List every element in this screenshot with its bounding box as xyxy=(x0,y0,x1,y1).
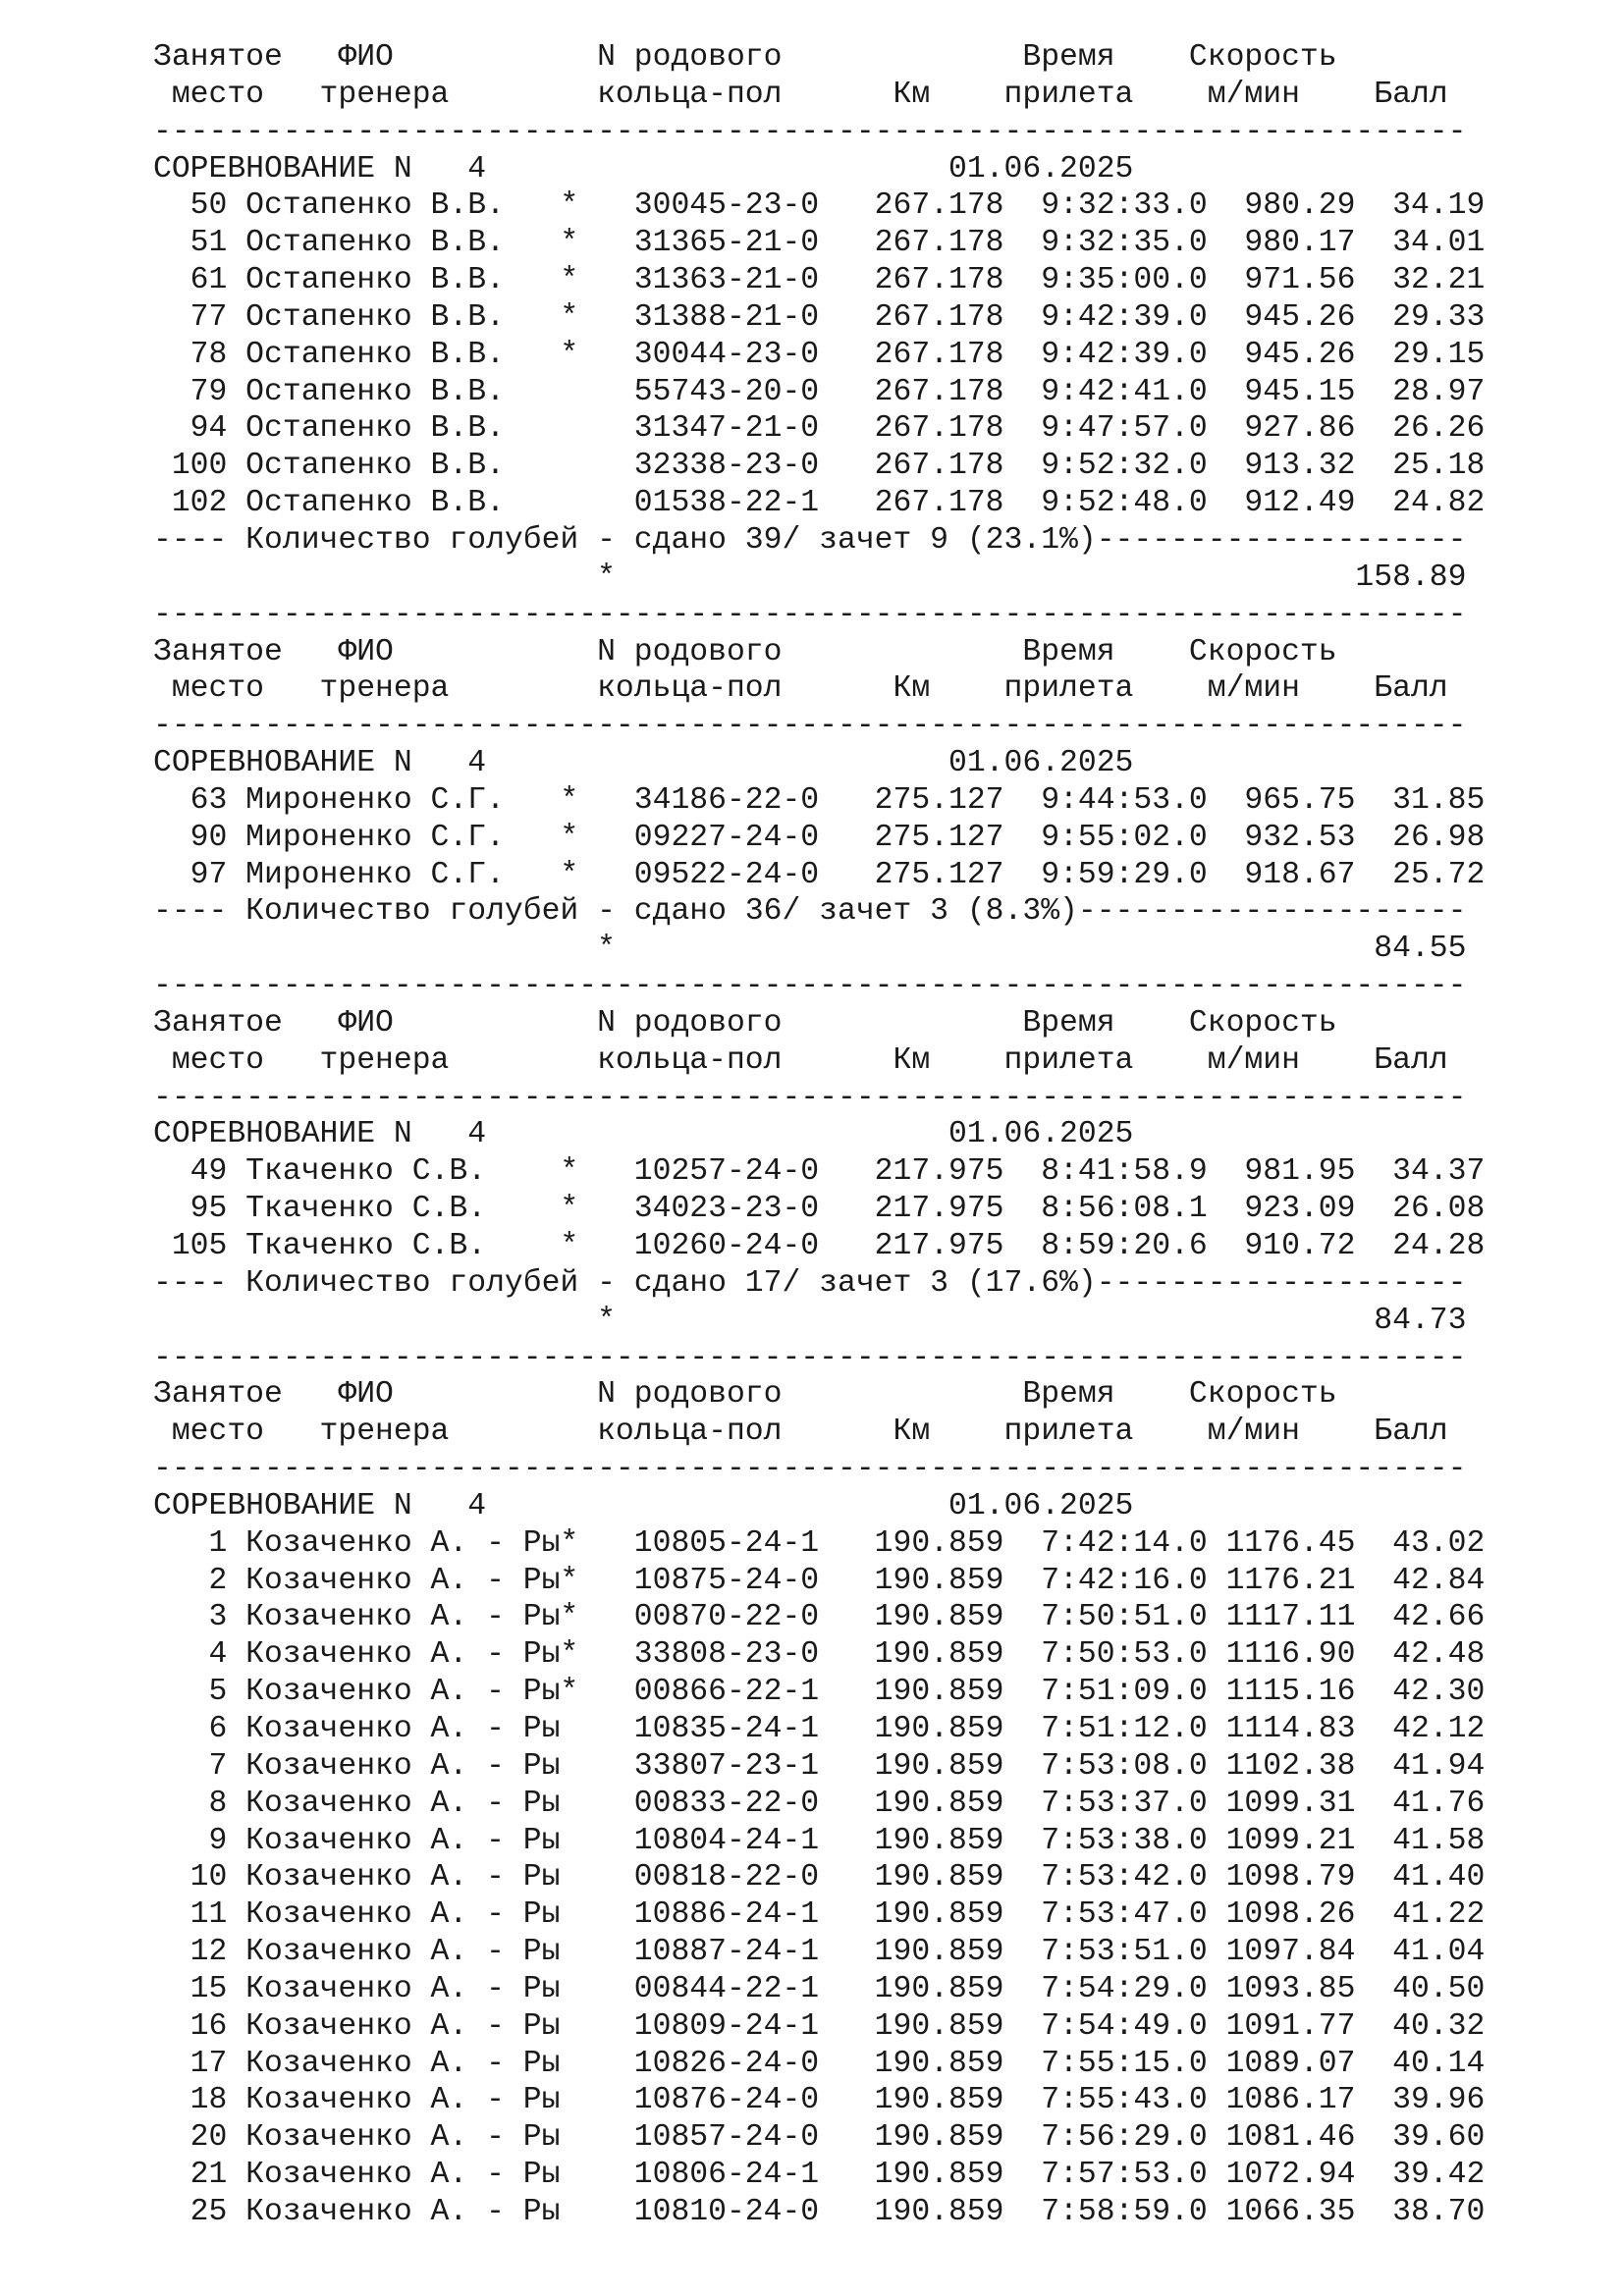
report-line: место тренера кольца-пол Км прилета м/мин Балл xyxy=(153,1042,1448,1078)
report-line: 51 Остапенко В.В. * 31365-21-0 267.178 9:32:35.0 980.17 34.01 xyxy=(153,226,1486,261)
report-line: СОРЕВНОВАНИЕ N 4 01.06.2025 xyxy=(153,1488,1134,1523)
report-line: ---- Количество голубей - сдано 39/ зачет 9 (23.1%)-------------------- xyxy=(153,522,1467,558)
report-line: 25 Козаченко А. - Ры 10810-24-0 190.859 7:58:59.0 1066.35 38.70 xyxy=(153,2194,1486,2229)
report-line: ----------------------------------------------------------------------- xyxy=(153,1340,1467,1375)
report-line: ----------------------------------------------------------------------- xyxy=(153,709,1467,744)
report-line: 4 Козаченко А. - Ры* 33808-23-0 190.859 7:50:53.0 1116.90 42.48 xyxy=(153,1637,1486,1673)
report-line: 97 Мироненко С.Г. * 09522-24-0 275.127 9:59:29.0 918.67 25.72 xyxy=(153,857,1486,892)
report-line: 5 Козаченко А. - Ры* 00866-22-1 190.859 7:51:09.0 1115.16 42.30 xyxy=(153,1675,1486,1710)
report-line: 16 Козаченко А. - Ры 10809-24-1 190.859 7:54:49.0 1091.77 40.32 xyxy=(153,2008,1486,2044)
report-line: Занятое ФИО N родового Время Скорость xyxy=(153,1377,1337,1413)
report-line: 95 Ткаченко С.В. * 34023-23-0 217.975 8:56:08.1 923.09 26.08 xyxy=(153,1192,1486,1227)
report-line: ---- Количество голубей - сдано 36/ зачет 3 (8.3%)--------------------- xyxy=(153,894,1467,930)
report-line: 11 Козаченко А. - Ры 10886-24-1 190.859 7:53:47.0 1098.26 41.22 xyxy=(153,1897,1486,1933)
report-line: 18 Козаченко А. - Ры 10876-24-0 190.859 7:55:43.0 1086.17 39.96 xyxy=(153,2083,1486,2118)
report-line: ----------------------------------------------------------------------- xyxy=(153,1080,1467,1115)
report-line: 3 Козаченко А. - Ры* 00870-22-0 190.859 7:50:51.0 1117.11 42.66 xyxy=(153,1600,1486,1635)
report-line: ----------------------------------------------------------------------- xyxy=(153,969,1467,1004)
report-line: 100 Остапенко В.В. 32338-23-0 267.178 9:52:32.0 913.32 25.18 xyxy=(153,449,1486,484)
report-line: 49 Ткаченко С.В. * 10257-24-0 217.975 8:41:58.9 981.95 34.37 xyxy=(153,1154,1486,1190)
report-line: * 84.73 xyxy=(153,1303,1467,1338)
report-line: 8 Козаченко А. - Ры 00833-22-0 190.859 7:53:37.0 1099.31 41.76 xyxy=(153,1786,1486,1821)
report-line: 78 Остапенко В.В. * 30044-23-0 267.178 9:42:39.0 945.26 29.15 xyxy=(153,337,1486,372)
report-line: 10 Козаченко А. - Ры 00818-22-0 190.859 7:53:42.0 1098.79 41.40 xyxy=(153,1860,1486,1896)
report-line: 79 Остапенко В.В. 55743-20-0 267.178 9:42:41.0 945.15 28.97 xyxy=(153,374,1486,409)
report-line: место тренера кольца-пол Км прилета м/мин Балл xyxy=(153,671,1448,707)
report-line: СОРЕВНОВАНИЕ N 4 01.06.2025 xyxy=(153,151,1134,187)
report-line: 12 Козаченко А. - Ры 10887-24-1 190.859 7:53:51.0 1097.84 41.04 xyxy=(153,1935,1486,1970)
report-line: ----------------------------------------------------------------------- xyxy=(153,597,1467,632)
report-line: место тренера кольца-пол Км прилета м/мин Балл xyxy=(153,77,1448,112)
report-line: 102 Остапенко В.В. 01538-22-1 267.178 9:52:48.0 912.49 24.82 xyxy=(153,486,1486,521)
results-report xyxy=(153,39,1485,2231)
report-line: 7 Козаченко А. - Ры 33807-23-1 190.859 7:53:08.0 1102.38 41.94 xyxy=(153,1748,1486,1784)
report-line: 17 Козаченко А. - Ры 10826-24-0 190.859 7:55:15.0 1089.07 40.14 xyxy=(153,2046,1486,2081)
report-line: 90 Мироненко С.Г. * 09227-24-0 275.127 9:55:02.0 932.53 26.98 xyxy=(153,820,1486,855)
report-line: 6 Козаченко А. - Ры 10835-24-1 190.859 7:51:12.0 1114.83 42.12 xyxy=(153,1711,1486,1746)
report-line: СОРЕВНОВАНИЕ N 4 01.06.2025 xyxy=(153,1117,1134,1152)
report-line: * 84.55 xyxy=(153,932,1467,967)
report-line: 77 Остапенко В.В. * 31388-21-0 267.178 9:42:39.0 945.26 29.33 xyxy=(153,299,1486,335)
report-line: 105 Ткаченко С.В. * 10260-24-0 217.975 8:59:20.6 910.72 24.28 xyxy=(153,1229,1486,1263)
report-line: СОРЕВНОВАНИЕ N 4 01.06.2025 xyxy=(153,746,1134,781)
report-line: ----------------------------------------------------------------------- xyxy=(153,114,1467,149)
report-line: 20 Козаченко А. - Ры 10857-24-0 190.859 7:56:29.0 1081.46 39.60 xyxy=(153,2120,1486,2156)
report-line: 50 Остапенко В.В. * 30045-23-0 267.178 9:32:33.0 980.29 34.19 xyxy=(153,188,1486,224)
report-line: 61 Остапенко В.В. * 31363-21-0 267.178 9:35:00.0 971.56 32.21 xyxy=(153,263,1486,298)
report-line: 9 Козаченко А. - Ры 10804-24-1 190.859 7:53:38.0 1099.21 41.58 xyxy=(153,1823,1486,1858)
report-line: Занятое ФИО N родового Время Скорость xyxy=(153,40,1337,75)
report-line: ----------------------------------------------------------------------- xyxy=(153,1452,1467,1487)
report-line: 1 Козаченко А. - Ры* 10805-24-1 190.859 7:42:14.0 1176.45 43.02 xyxy=(153,1525,1486,1561)
report-line: место тренера кольца-пол Км прилета м/мин Балл xyxy=(153,1415,1448,1450)
report-line: 21 Козаченко А. - Ры 10806-24-1 190.859 7:57:53.0 1072.94 39.42 xyxy=(153,2158,1486,2193)
report-line: 15 Козаченко А. - Ры 00844-22-1 190.859 7:54:29.0 1093.85 40.50 xyxy=(153,1971,1486,2006)
report-line: Занятое ФИО N родового Время Скорость xyxy=(153,1005,1337,1041)
report-line: * 158.89 xyxy=(153,560,1467,595)
report-line: 94 Остапенко В.В. 31347-21-0 267.178 9:47:57.0 927.86 26.26 xyxy=(153,411,1486,447)
report-line: 2 Козаченко А. - Ры* 10875-24-0 190.859 7:42:16.0 1176.21 42.84 xyxy=(153,1563,1486,1598)
report-line: 63 Мироненко С.Г. * 34186-22-0 275.127 9:44:53.0 965.75 31.85 xyxy=(153,782,1486,818)
report-line: ---- Количество голубей - сдано 17/ зачет 3 (17.6%)-------------------- xyxy=(153,1265,1467,1301)
report-line: Занятое ФИО N родового Время Скорость xyxy=(153,634,1337,669)
